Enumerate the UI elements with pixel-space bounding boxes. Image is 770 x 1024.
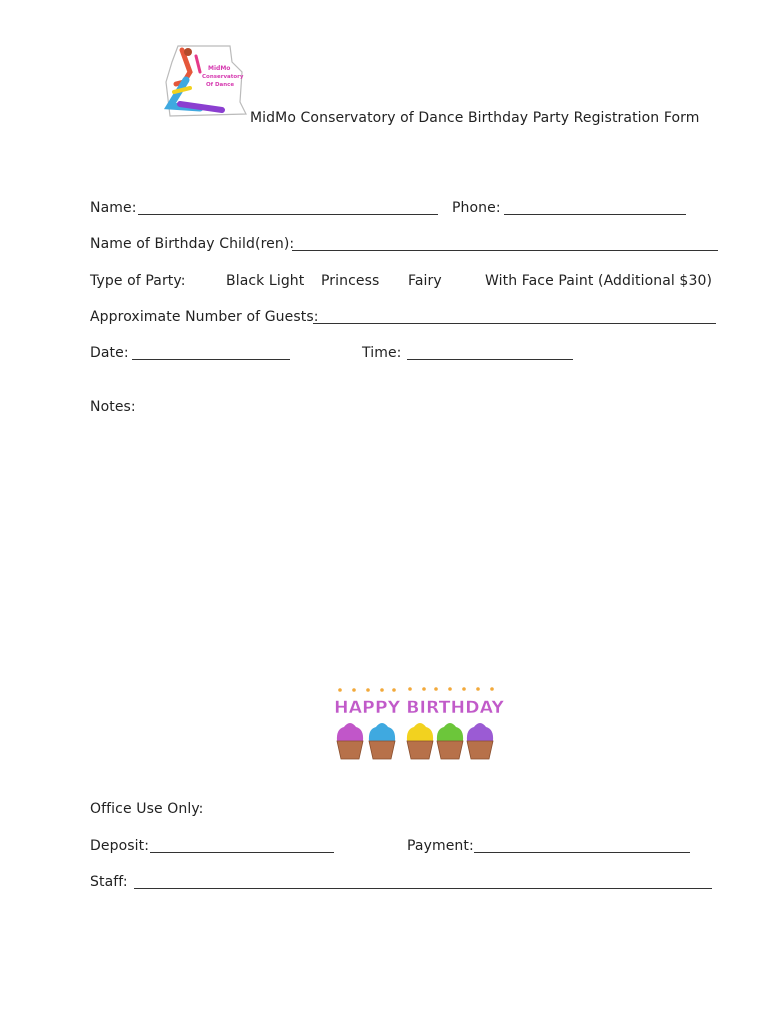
- party-type-label: Type of Party:: [90, 273, 186, 289]
- birthday-child-label: Name of Birthday Child(ren):: [90, 236, 295, 252]
- phone-label: Phone:: [452, 200, 501, 216]
- deposit-label: Deposit:: [90, 838, 150, 854]
- name-label: Name:: [90, 200, 137, 216]
- name-field[interactable]: [138, 214, 438, 215]
- date-field[interactable]: [132, 359, 290, 360]
- phone-field[interactable]: [504, 214, 686, 215]
- date-label: Date:: [90, 345, 129, 361]
- party-option-black-light[interactable]: Black Light: [226, 273, 305, 289]
- deposit-field[interactable]: [150, 852, 334, 853]
- happy-birthday-banner: HAPPY BIRTHDAY: [334, 698, 505, 718]
- conservatory-logo: [160, 42, 250, 122]
- cupcake-5: [467, 723, 493, 759]
- happy-birthday-cupcakes-image: [332, 685, 508, 765]
- payment-field[interactable]: [474, 852, 690, 853]
- staff-field[interactable]: [134, 888, 712, 889]
- cupcake-4: [437, 723, 463, 759]
- payment-label: Payment:: [407, 838, 474, 854]
- cupcake-2: [369, 723, 395, 759]
- staff-label: Staff:: [90, 874, 128, 890]
- party-option-face-paint[interactable]: With Face Paint (Additional $30): [485, 273, 713, 289]
- form-title: MidMo Conservatory of Dance Birthday Party Registration Form: [250, 110, 700, 126]
- cupcake-1: [337, 723, 363, 759]
- birthday-child-field[interactable]: [292, 250, 718, 251]
- time-field[interactable]: [407, 359, 573, 360]
- logo-text-line2: Conservatory: [202, 74, 244, 80]
- party-option-fairy[interactable]: Fairy: [408, 273, 442, 289]
- cupcake-3: [407, 723, 433, 759]
- guests-label: Approximate Number of Guests:: [90, 309, 319, 325]
- party-option-princess[interactable]: Princess: [321, 273, 380, 289]
- candles: [338, 687, 494, 692]
- logo-text-line1: MidMo: [208, 65, 231, 72]
- guests-field[interactable]: [313, 323, 716, 324]
- notes-label: Notes:: [90, 399, 136, 415]
- time-label: Time:: [362, 345, 402, 361]
- logo-text-line3: Of Dance: [206, 82, 235, 88]
- office-use-heading: Office Use Only:: [90, 801, 204, 817]
